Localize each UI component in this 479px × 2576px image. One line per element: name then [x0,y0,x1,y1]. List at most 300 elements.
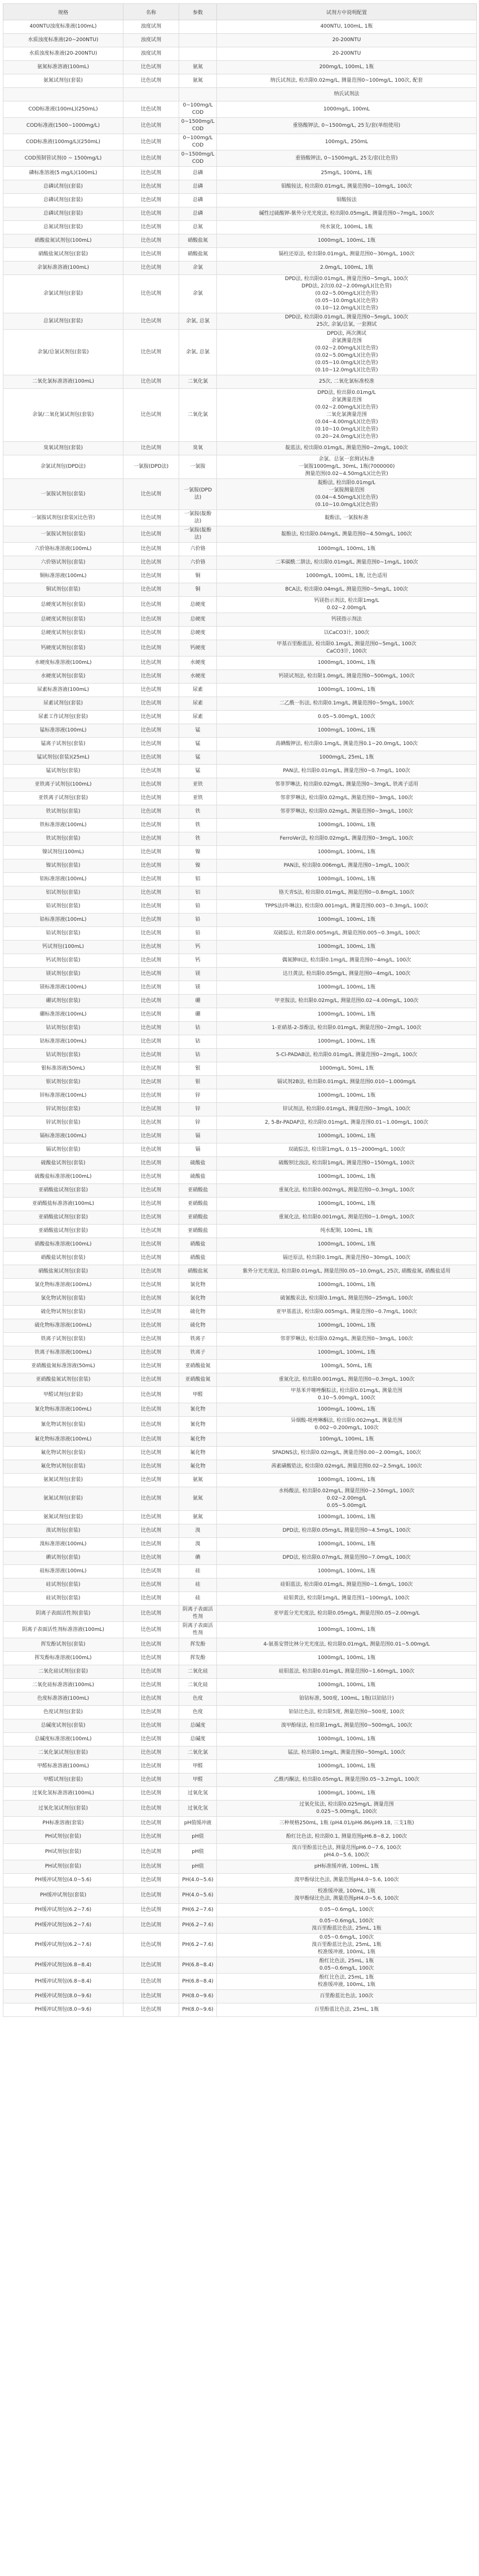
cell-param: 二氧化氯 [179,389,217,442]
cell-description: 钙镁指示剂法 [217,613,477,627]
cell-param: 钙硬度 [179,640,217,657]
cell-name: 比色试剂 [123,640,179,657]
cell-description: 酚红比色法, 25mL, 1瓶 校准缓冲液, 100mL, 1瓶 [217,1974,477,1990]
cell-name: 比色试剂 [123,1225,179,1238]
cell-description: 锌试剂法, 检出限0.01mg/L, 测量范围0~3mg/L, 100次 [217,1103,477,1116]
cell-name: 比色试剂 [123,194,179,207]
cell-description: 25次, 二氧化氯标准校准 [217,375,477,389]
cell-spec: 氟化物标准溶液(100mL) [3,1433,123,1447]
cell-param: PH(6.2~7.6) [179,1917,217,1934]
cell-name: 比色试剂 [123,134,179,150]
cell-name: 比色试剂 [123,1252,179,1265]
cell-description: 1000mg/L, 100mL, 1瓶 [217,1565,477,1579]
cell-spec: 色度标准溶液(100mL) [3,1692,123,1706]
cell-description: 1000mg/L, 100mL, 1瓶 [217,873,477,886]
table-row [3,375,477,389]
cell-param: 总硬度 [179,613,217,627]
cell-param: 氯化物 [179,1292,217,1306]
cell-description: 钼酸铵法, 检出限0.01mg/L, 测量范围0~10mg/L, 100次 [217,180,477,194]
cell-name: 比色试剂 [123,442,179,455]
cell-spec: 镍试剂包(100mL) [3,846,123,859]
cell-description: 甲基百里酚蓝法, 检出限0.1mg/L, 测量范围0~5mg/L, 100次 CaCO3计, 100次 [217,640,477,657]
cell-name: 比色试剂 [123,805,179,819]
cell-param: 氟化物 [179,1447,217,1460]
table-row [3,1076,477,1089]
cell-spec: 尿素标准溶液(100mL) [3,684,123,697]
cell-spec: 亚硝酸盐氮标准溶液(50mL) [3,1360,123,1373]
table-row [3,1252,477,1265]
cell-description: 高碘酸钾法, 检出限0.1mg/L, 测量范围0.1~20.0mg/L, 100次 [217,738,477,751]
cell-param: 亚硝酸盐 [179,1198,217,1211]
cell-param: 硝酸盐 [179,1238,217,1252]
cell-spec: 锰试剂包(套装)(25mL) [3,751,123,765]
cell-description: 邻菲罗啉法, 检出限0.02mg/L, 测量范围0~3mg/L, 100次 [217,792,477,805]
cell-spec: PH缓冲试剂包(4.0~5.6) [3,1874,123,1887]
cell-description: 甲基苯并噻唑酮腙法, 检出限0.01mg/L, 测量范围 0.10~5.00mg/L, 100次 [217,1387,477,1403]
cell-name: 一氯胺(DPD法) [123,455,179,479]
cell-spec: 锰标准溶液(100mL) [3,724,123,738]
cell-name: 比色试剂 [123,684,179,697]
cell-spec: 磷标准溶液(5 mg/L)(100mL) [3,167,123,180]
cell-name: 比色试剂 [123,74,179,88]
cell-param: PH(8.0~9.6) [179,1990,217,2003]
cell-name: 比色试剂 [123,1934,179,1957]
cell-name: 比色试剂 [123,583,179,597]
cell-param: 钴 [179,1049,217,1062]
cell-description: 20-200NTU [217,34,477,47]
table-row [3,442,477,455]
cell-name: 比色试剂 [123,1830,179,1844]
cell-param: 氨氮 [179,1487,217,1511]
cell-spec: 总磷试剂包(套装) [3,180,123,194]
cell-param: 银 [179,1076,217,1089]
cell-name: 比色试剂 [123,207,179,221]
cell-spec: 铁离子标准溶液(100mL) [3,1346,123,1360]
cell-param: 总磷 [179,194,217,207]
cell-param: 总硬度 [179,597,217,613]
cell-description: 钙镁试剂法, 检出限1.0mg/L, 测量范围0~500mg/L, 100次 [217,670,477,684]
cell-param: 锌 [179,1103,217,1116]
cell-param: 硝酸盐 [179,1252,217,1265]
table-row [3,1692,477,1706]
cell-param: 一氯胺(靛酚法) [179,526,217,543]
cell-param: 硫化物 [179,1306,217,1319]
cell-description: 硫氰酸汞法, 检出限0.1mg/L, 测量范围0~25mg/L, 100次 [217,1292,477,1306]
cell-param: 甲醛 [179,1774,217,1787]
table-row [3,1447,477,1460]
cell-spec: 六价铬标准溶液(100mL) [3,543,123,556]
cell-spec: 钙硬度试剂包(套装) [3,640,123,657]
cell-description: 靛酚法, 检出限0.01mg/L 一氯胺测量范围 (0.04~4.50mg/L)(比色管) (0.10~10.0mg/L)(比色管) [217,479,477,510]
cell-name: 比色试剂 [123,1319,179,1333]
cell-description: 亚甲基蓝法, 检出限0.005mg/L, 测量范围0~0.7mg/L, 100次 [217,1306,477,1319]
cell-name: 浊度试剂 [123,34,179,47]
cell-name: 比色试剂 [123,914,179,927]
cell-name: 比色试剂 [123,1062,179,1076]
cell-spec: 银标准溶液(50mL) [3,1062,123,1076]
table-row [3,805,477,819]
cell-param: 镉 [179,1143,217,1157]
cell-name: 比色试剂 [123,2003,179,2017]
cell-param: 硼 [179,995,217,1008]
table-row [3,1817,477,1830]
cell-description: 硅钼黄法, 检出限1mg/L, 测量范围1~100mg/L, 100次 [217,1592,477,1606]
cell-param: 氰化物 [179,1417,217,1433]
table-row [3,1579,477,1592]
cell-param: PH(4.0~5.6) [179,1874,217,1887]
cell-name: 比色试剂 [123,1652,179,1665]
cell-param: 一氯胺 [179,455,217,479]
cell-description: 靛酚法, 一氯胺标准 [217,510,477,526]
cell-spec: 镁标准溶液(100mL) [3,981,123,995]
cell-param: 氰化物 [179,1403,217,1417]
cell-param: pH值 [179,1844,217,1860]
cell-name: 浊度试剂 [123,47,179,61]
cell-name: 比色试剂 [123,1706,179,1719]
cell-param: 总硬度 [179,627,217,640]
cell-description: SPADNS法, 检出限0.02mg/L, 测量范围0.00~2.00mg/L, 100次 [217,1447,477,1460]
cell-param: 六价铬 [179,556,217,570]
table-row [3,1346,477,1360]
cell-name: 比色试剂 [123,778,179,792]
cell-spec: 总氮试剂包(套装) [3,221,123,234]
cell-param: pH值 [179,1860,217,1874]
cell-param: 溴 [179,1524,217,1538]
table-row [3,1606,477,1622]
cell-description: DPD法, 检出限0.05mg/L, 测量范围0~4.5mg/L, 100次 [217,1524,477,1538]
cell-spec: 亚硝酸盐试剂包(套装) [3,1211,123,1225]
cell-spec: 硝酸盐标准溶液(100mL) [3,1238,123,1252]
cell-name: 比色试剂 [123,670,179,684]
cell-param: 余氯, 总氯 [179,313,217,330]
cell-spec: PH缓冲试剂包(套装) [3,1887,123,1904]
cell-name: 比色试剂 [123,261,179,275]
table-row [3,1265,477,1279]
cell-param: 硼 [179,1008,217,1022]
cell-name: 比色试剂 [123,1579,179,1592]
cell-description: 1000mg/L, 100mL, 1瓶 [217,1346,477,1360]
table-row [3,1538,477,1551]
cell-description: 邻菲罗啉法, 检出限0.02mg/L, 测量范围0~3mg/L, 铁离子适用 [217,778,477,792]
cell-param: 硝酸盐氮 [179,1265,217,1279]
cell-description: 5-Cl-PADAB法, 检出限0.01mg/L, 测量范围0~2mg/L, 100次 [217,1049,477,1062]
table-row [3,792,477,805]
cell-spec: PH缓冲试剂包(6.2~7.6) [3,1934,123,1957]
cell-param: 二氧化硅 [179,1679,217,1692]
cell-name: 比色试剂 [123,873,179,886]
cell-param: 总氮 [179,221,217,234]
cell-name: 比色试剂 [123,657,179,670]
table-row [3,234,477,248]
table-row [3,74,477,88]
cell-param: 六价铬 [179,543,217,556]
cell-name: 比色试剂 [123,1306,179,1319]
table-row [3,941,477,954]
cell-description: 重铬酸钾法, 0~1500mg/L, 25支/套(单组使用) [217,118,477,134]
cell-spec: 钴试剂包(套装) [3,1049,123,1062]
cell-name: 比色试剂 [123,1184,179,1198]
cell-description: 溴甲酚绿法, 检出限1mg/L, 测量范围0~500mg/L, 100次 [217,1719,477,1733]
cell-spec: 二氧化氯标准溶液(100mL) [3,375,123,389]
cell-description: 1000mg/L, 100mL, 1瓶 [217,1652,477,1665]
table-row [3,1904,477,1917]
table-row [3,118,477,134]
cell-spec: 亚硝酸盐试剂包(套装) [3,1225,123,1238]
table-row [3,1974,477,1990]
cell-param: 铁 [179,819,217,832]
cell-param [179,34,217,47]
cell-spec: 铁试剂包(套装) [3,832,123,846]
cell-spec: 铁标准溶液(100mL) [3,819,123,832]
table-body [3,20,477,2017]
table-row [3,1830,477,1844]
cell-spec: PH标准溶液(套装) [3,1817,123,1830]
cell-name: 比色试剂 [123,1417,179,1433]
cell-spec: 氨氮试剂包(套装) [3,1474,123,1487]
table-row [3,886,477,900]
table-row [3,1279,477,1292]
cell-name: 比色试剂 [123,1692,179,1706]
cell-spec: 镍试剂包(套装) [3,859,123,873]
table-row [3,34,477,47]
cell-description: 双硫腙法, 检出限1mg/L, 0.15~2000mg/L, 100次 [217,1143,477,1157]
cell-spec: 甲醛试剂包(套装) [3,1387,123,1403]
cell-name: 比色试剂 [123,1487,179,1511]
cell-spec: COD标准液(100mL)(250mL) [3,101,123,118]
cell-name: 比色试剂 [123,968,179,981]
cell-param: 铁 [179,832,217,846]
cell-description: 1000mg/L, 100mL, 1瓶 [217,1319,477,1333]
cell-spec: 六价铬试剂包(套装) [3,556,123,570]
cell-param: 二氧化硅 [179,1665,217,1679]
table-row [3,1306,477,1319]
table-row [3,981,477,995]
cell-name: 比色试剂 [123,61,179,74]
cell-param: PH(6.2~7.6) [179,1934,217,1957]
table-row [3,261,477,275]
cell-name: 比色试剂 [123,1746,179,1760]
cell-name: 比色试剂 [123,738,179,751]
cell-param: 铅 [179,914,217,927]
table-row [3,1524,477,1538]
cell-description: 乙酰丙酮法, 检出限0.05mg/L, 测量范围0.05~3.2mg/L, 100次 [217,1774,477,1787]
cell-param: 甲醛 [179,1760,217,1774]
cell-param: 硫酸盐 [179,1170,217,1184]
cell-param: 硝酸盐氮 [179,234,217,248]
cell-spec: 总氯试剂包(套装) [3,313,123,330]
cell-param: 锰 [179,765,217,778]
cell-description: 甲亚胺法, 检出限0.02mg/L, 测量范围0.02~4.00mg/L, 100次 [217,995,477,1008]
cell-spec: 钴标准溶液(100mL) [3,1035,123,1049]
cell-description: 1000mg/L, 100mL, 1瓶 [217,941,477,954]
table-row [3,180,477,194]
cell-spec: 铜标准溶液(100mL) [3,570,123,583]
cell-param: 铝 [179,886,217,900]
cell-spec: PH缓冲试剂包(8.0~9.6) [3,1990,123,2003]
cell-param: 尿素 [179,684,217,697]
table-row [3,1238,477,1252]
cell-name: 比色试剂 [123,846,179,859]
cell-param: 挥发酚 [179,1652,217,1665]
cell-spec: 铝标准溶液(100mL) [3,873,123,886]
table-row [3,1062,477,1076]
cell-name: 比色试剂 [123,101,179,118]
cell-param: 二氧化氯 [179,375,217,389]
cell-spec: 总碱度标准溶液(100mL) [3,1733,123,1746]
cell-param [179,20,217,34]
cell-spec: 硼标准溶液(100mL) [3,1008,123,1022]
cell-spec: PH缓冲试剂包(6.8~8.4) [3,1974,123,1990]
cell-param: 铁离子 [179,1346,217,1360]
cell-description: 纯水配制, 100mL, 1瓶 [217,1225,477,1238]
table-row [3,640,477,657]
cell-spec: PH试剂包(套装) [3,1860,123,1874]
cell-spec: 铝试剂包(套装) [3,886,123,900]
cell-param: 二氧化氯 [179,1746,217,1760]
cell-spec: 臭氧试剂包(套装) [3,442,123,455]
cell-param: 锰 [179,738,217,751]
cell-name: 比色试剂 [123,1238,179,1252]
cell-param: 铅 [179,900,217,914]
cell-description: 100mg/L, 50mL, 1瓶 [217,1360,477,1373]
cell-param: PH(6.2~7.6) [179,1904,217,1917]
cell-name: 比色试剂 [123,1787,179,1801]
cell-param: 甲醛 [179,1387,217,1403]
product-spec-table-container [3,3,476,2017]
table-row [3,1008,477,1022]
table-row [3,968,477,981]
cell-param: 亚铁 [179,792,217,805]
table-row [3,684,477,697]
cell-param: 铁 [179,805,217,819]
cell-name: 比色试剂 [123,330,179,375]
cell-spec [3,88,123,101]
cell-name: 比色试剂 [123,1198,179,1211]
cell-param: 钴 [179,1022,217,1035]
table-row [3,248,477,261]
cell-spec: 镉试剂包(套装) [3,1143,123,1157]
cell-name: 比色试剂 [123,1860,179,1874]
table-row [3,47,477,61]
cell-spec: 氯化物试剂包(套装) [3,1292,123,1306]
cell-spec: 碘试剂包(套装) [3,1551,123,1565]
cell-spec: 余氯标准溶液(100mL) [3,261,123,275]
cell-param: 尿素 [179,697,217,711]
cell-spec: 挥发酚试剂包(套装) [3,1638,123,1652]
table-row [3,1360,477,1373]
table-row [3,1719,477,1733]
cell-description: 1000mg/L, 100mL, 1瓶 [217,1787,477,1801]
cell-name: 比色试剂 [123,1990,179,2003]
table-row [3,1487,477,1511]
cell-name: 比色试剂 [123,1346,179,1360]
cell-param [179,47,217,61]
cell-param: 铝 [179,873,217,886]
cell-description: PAN法, 检出限0.006mg/L, 测量范围0~1mg/L, 100次 [217,859,477,873]
cell-name: 比色试剂 [123,1116,179,1130]
cell-name: 比色试剂 [123,995,179,1008]
cell-param: PH(6.8~8.4) [179,1974,217,1990]
cell-param: 硅 [179,1579,217,1592]
table-row [3,846,477,859]
table-row [3,543,477,556]
cell-spec: 硫酸盐标准溶液(100mL) [3,1170,123,1184]
cell-param: 硫酸盐 [179,1157,217,1170]
cell-description: 1000mg/L, 100mL, 1瓶 [217,724,477,738]
cell-param: 硅 [179,1592,217,1606]
cell-spec: 色度试剂包(套装) [3,1706,123,1719]
cell-spec: 铁离子试剂包(套装) [3,1333,123,1346]
cell-description: 1000mg/L, 100mL, 1瓶 [217,1279,477,1292]
cell-name: 比色试剂 [123,375,179,389]
cell-spec: 硫酸盐试剂包(套装) [3,1157,123,1170]
cell-description: 重铬酸钾法, 0~1500mg/L, 25支/套(比色管) [217,150,477,167]
cell-spec: 二氧化硅试剂包(套装) [3,1665,123,1679]
cell-spec: 总硬度试剂包(套装) [3,613,123,627]
table-row [3,597,477,613]
cell-spec: 硫化物标准溶液(100mL) [3,1319,123,1333]
cell-name: 比色试剂 [123,1279,179,1292]
table-row [3,1403,477,1417]
cell-param: 铜 [179,570,217,583]
cell-description: 硫酸钡比浊法, 检出限1mg/L, 测量范围0~150mg/L, 100次 [217,1157,477,1170]
cell-description: 百里酚蓝比色法, 100次 [217,1990,477,2003]
cell-description: 水杨酸法, 检出限0.02mg/L, 测量范围0~2.50mg/L, 100次 0.02~2.00mg/L 0.05~5.00mg/L [217,1487,477,1511]
cell-name: 比色试剂 [123,1157,179,1170]
cell-spec: 亚硝酸盐试剂包(套装) [3,1184,123,1198]
cell-name: 比色试剂 [123,1333,179,1346]
table-row [3,1157,477,1170]
cell-param: 余氯 [179,275,217,313]
cell-description: 酚红比色法, 25mL, 1瓶 0.05~0.6mg/L, 100次 [217,1957,477,1974]
cell-description: 100mg/L, 250mL [217,134,477,150]
cell-param: 硫化物 [179,1319,217,1333]
cell-description: 三种规格250mL, 1瓶 (pH4.01/pH6.86/pH9.18, 三支1瓶) [217,1817,477,1830]
table-row [3,697,477,711]
cell-param: 色度 [179,1692,217,1706]
cell-name: 比色试剂 [123,1679,179,1692]
cell-param: 钙 [179,941,217,954]
cell-name: 比色试剂 [123,765,179,778]
cell-description: 1000mg/L, 100mL, 1瓶 [217,1035,477,1049]
cell-name: 比色试剂 [123,1170,179,1184]
cell-param: 镁 [179,981,217,995]
cell-name: 比色试剂 [123,1606,179,1622]
cell-spec: PH试剂包(套装) [3,1830,123,1844]
cell-name: 比色试剂 [123,1817,179,1830]
cell-name: 比色试剂 [123,313,179,330]
cell-description: 1-亚硝基-2-萘酚法, 检出限0.01mg/L, 测量范围0~2mg/L, 100次 [217,1022,477,1035]
cell-spec: 亚硝酸盐标准溶液(100mL) [3,1198,123,1211]
cell-param: 臭氧 [179,442,217,455]
table-row [3,1665,477,1679]
cell-param: 氯化物 [179,1279,217,1292]
table-row [3,221,477,234]
cell-spec: 氯化物标准溶液(100mL) [3,1279,123,1292]
cell-name: 比色试剂 [123,1474,179,1487]
cell-spec: 余氯/总氯试剂包(套装) [3,330,123,375]
cell-spec: 总碱度试剂包(套装) [3,1719,123,1733]
cell-name: 比色试剂 [123,221,179,234]
table-row [3,927,477,941]
cell-spec: 亚铁离子试剂包(套装) [3,792,123,805]
cell-spec: 过氧化氢试剂包(套装) [3,1801,123,1817]
table-row [3,751,477,765]
cell-description: 靛蓝法, 检出限0.01mg/L, 测量范围0~2mg/L, 100次 [217,442,477,455]
cell-spec: 水质浊度标准液(20-200NTU) [3,47,123,61]
cell-name: 比色试剂 [123,900,179,914]
cell-name: 比色试剂 [123,1874,179,1887]
